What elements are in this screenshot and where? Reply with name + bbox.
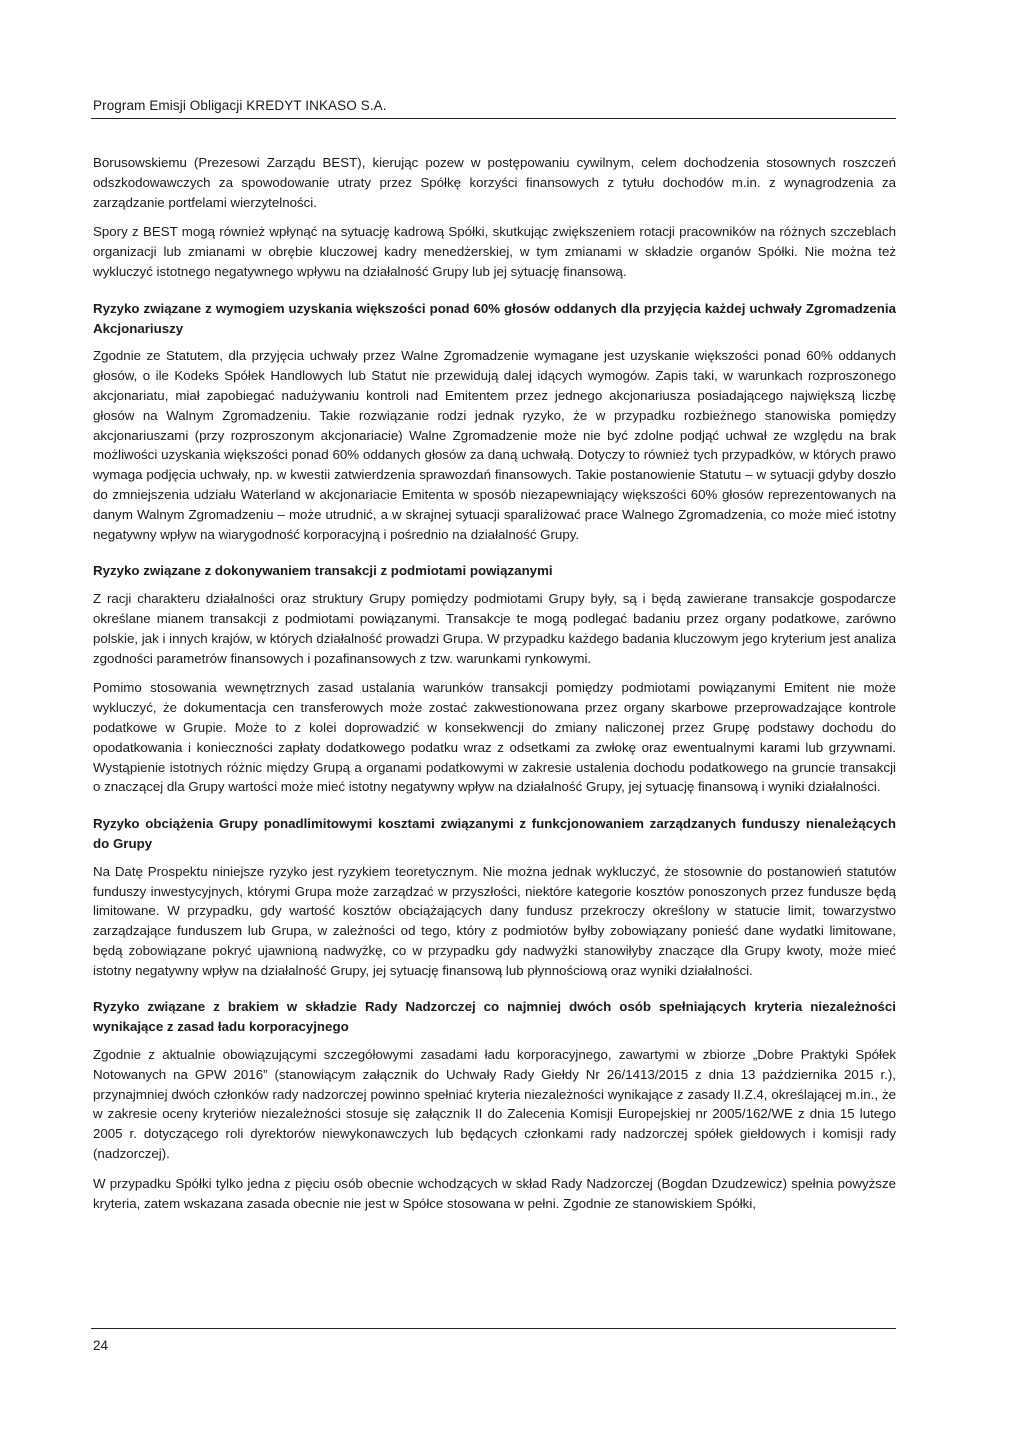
- section-heading: Ryzyko związane z brakiem w składzie Rady Nadzorczej co najmniej dwóch osób spełniających kryteria niezależności wynikające z zasad ładu korporacyjnego: [93, 999, 896, 1035]
- body-paragraph: Pomimo stosowania wewnętrznych zasad ustalania warunków transakcji pomiędzy podmiotami powiązanymi Emitent nie może wykluczyć, że dokumentacja cen transferowych może zostać zakwestionowana przez organy skarbowe przeprowadzające kontrole podatkowe w Grupie. Może to z kolei doprowadzić w konsekwencji do zmiany naliczonej przez Grupę podstawy dochodu do opodatkowania i konieczności zapłaty dodatkowego podatku wraz z odsetkami za zwłokę oraz ewentualnymi karami lub grzywnami. Wystąpienie istotnych różnic między Grupą a organami podatkowymi w zakresie ustalenia dochodu podatkowego na gruncie transakcji o znaczącej dla Grupy wartości może mieć istotny negatywny wpływ na działalność Grupy, jej sytuację finansową i wyniki działalności.: [93, 680, 896, 795]
- body-paragraph: Spory z BEST mogą również wpłynąć na sytuację kadrową Spółki, skutkując zwiększeniem rotacji pracowników na różnych szczeblach organizacji lub zmianami w obrębie kluczowej kadry menedżerskiej, w tym zmianami w składzie organów Spółki. Nie można też wykluczyć istotnego negatywnego wpływu na działalność Grupy lub jej sytuację finansową.: [93, 224, 896, 279]
- section-heading: Ryzyko obciążenia Grupy ponadlimitowymi kosztami związanymi z funkcjonowaniem zarządzanych funduszy nienależących do Grupy: [93, 816, 896, 851]
- body-paragraph: W przypadku Spółki tylko jedna z pięciu osób obecnie wchodzących w skład Rady Nadzorczej (Bogdan Dzudzewicz) spełnia powyższe kryteria, zatem wskazana zasada obecnie nie jest w Spółce stosowana w pełni. Zgodnie ze stanowiskiem Spółki,: [93, 1175, 896, 1211]
- body-paragraph: Borusowskiemu (Prezesowi Zarządu BEST), kierując pozew w postępowaniu cywilnym, celem dochodzenia stosownych roszczeń odszkodowawczych za spowodowanie utraty przez Spółkę korzyści finansowych z tytułu dochodów m.in. z wynagrodzenia za zarządzanie portfelami wierzytelności.: [93, 155, 896, 210]
- document-body: [93, 153, 896, 1223]
- header-rule: [91, 118, 896, 119]
- body-paragraph: Zgodnie z aktualnie obowiązującymi szczegółowymi zasadami ładu korporacyjnego, zawartymi w zbiorze „Dobre Praktyki Spółek Notowanych na GPW 2016” (stanowiącym załącznik do Uchwały Rady Giełdy Nr 26/1413/2015 z dnia 13 października 2015 r.), przynajmniej dwóch członków rady nadzorczej powinno spełniać kryteria niezależności wynikające z zasady II.Z.4, określającej m.in., że w zakresie oceny kryteriów niezależności stosuje się załącznik II do Zalecenia Komisji Europejskiej nr 2005/162/WE z dnia 15 lutego 2005 r. dotyczącego roli dyrektorów niewykonawczych lub będących członkami rady nadzorczej spółek giełdowych i komisji rady (nadzorczej).: [93, 1047, 896, 1162]
- page-number: 24: [93, 1338, 109, 1353]
- running-header: Program Emisji Obligacji KREDYT INKASO S.A.: [93, 98, 387, 113]
- footer-rule: [91, 1328, 896, 1329]
- body-paragraph: Na Datę Prospektu niniejsze ryzyko jest ryzykiem teoretycznym. Nie można jednak wykluczyć, że stosownie do postanowień statutów funduszy inwestycyjnych, którymi Grupa może zarządzać w przyszłości, niektóre kategorie kosztów ponoszonych przez fundusze będą limitowane. W przypadku, gdy wartość kosztów obciążających dany fundusz przekroczy określony w statucie limit, towarzystwo zarządzające funduszem lub Grupa, w zależności od tego, który z podmiotów byłby zobowiązany ponieść dane wydatki limitowane, będą zobowiązane pokryć ujawnioną nadwyżkę, co w przypadku gdy nadwyżki stanowiłyby znaczące dla Grupy kwoty, może mieć istotny negatywny wpływ na działalność Grupy, jej sytuację finansową lub płynnościową oraz wyniki działalności.: [93, 863, 896, 978]
- section-heading: Ryzyko związane z dokonywaniem transakcji z podmiotami powiązanymi: [93, 563, 553, 579]
- body-paragraph: Zgodnie ze Statutem, dla przyjęcia uchwały przez Walne Zgromadzenie wymagane jest uzyskanie większości ponad 60% oddanych głosów, o ile Kodeks Spółek Handlowych lub Statut nie przewidują dalej idących wymogów. Zapis taki, w warunkach rozproszonego akcjonariatu, miał zapobiegać nadużywaniu kontroli nad Emitentem przez jednego akcjonariusza posiadającego największą liczbę głosów na Walnym Zgromadzeniu. Takie rozwiązanie rodzi jednak ryzyko, że w przypadku rozbieżnego stanowiska pomiędzy akcjonariuszami (przy rozproszonym akcjonariacie) Walne Zgromadzenie może nie być zdolne podjąć uchwał ze względu na brak możliwości uzyskania większości ponad 60% oddanych głosów za daną uchwałą. Dotyczy to również tych przypadków, w których prawo wymaga podjęcia uchwały, np. w kwestii zatwierdzenia sprawozdań finansowych. Takie postanowienie Statutu – w sytuacji gdyby doszło do zmniejszenia udziału Waterland w akcjonariacie Emitenta w sposób niezapewniający większości 60% głosów reprezentowanych na danym Walnym Zgromadzeniu – może utrudnić, a w skrajnej sytuacji sparaliżować prace Walnego Zgromadzenia, co może mieć istotny negatywny wpływ na wiarygodność korporacyjną i pośrednio na działalność Grupy.: [93, 348, 896, 542]
- body-paragraph: Z racji charakteru działalności oraz struktury Grupy pomiędzy podmiotami Grupy były, są i będą zawierane transakcje gospodarcze określane mianem transakcji z podmiotami powiązanymi. Transakcje te mogą podlegać badaniu przez organy podatkowe, zarówno polskie, jak i innych krajów, w których działalność prowadzi Grupa. W przypadku każdego badania kluczowym jego kryterium jest analiza zgodności parametrów finansowych i pozafinansowych z tzw. warunkami rynkowymi.: [93, 591, 896, 666]
- section-heading: Ryzyko związane z wymogiem uzyskania większości ponad 60% głosów oddanych dla przyjęcia każdej uchwały Zgromadzenia Akcjonariuszy: [93, 300, 896, 336]
